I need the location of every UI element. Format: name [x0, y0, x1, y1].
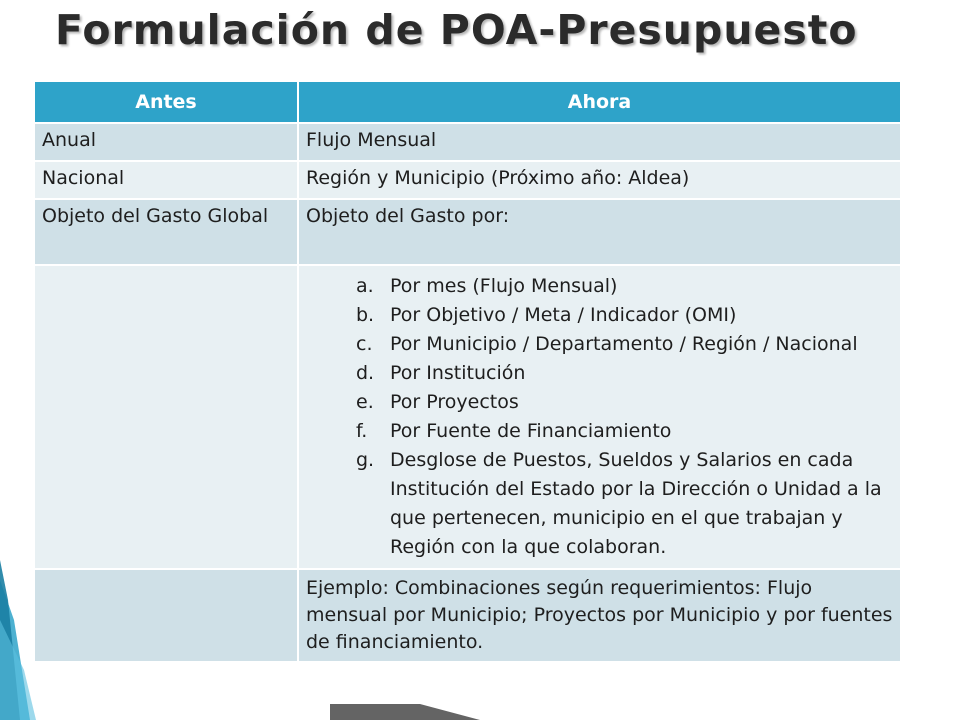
cell-ahora: Flujo Mensual: [298, 123, 901, 161]
list-item: [356, 417, 893, 446]
list-item-text: Por Municipio / Departamento / Región / Nacional: [390, 333, 858, 355]
list-item-text: Por Proyectos: [390, 391, 519, 413]
list-item: [356, 272, 893, 301]
poa-comparison-table: [33, 80, 902, 663]
page-title: Formulación de POA-Presupuesto: [55, 6, 858, 54]
cell-antes: Nacional: [34, 161, 298, 199]
list-item: [356, 388, 893, 417]
cell-ahora: Objeto del Gasto por:: [298, 199, 901, 265]
list-item: [356, 446, 893, 562]
list-marker: b.: [356, 304, 375, 326]
list-item-text: Por mes (Flujo Mensual): [390, 275, 618, 297]
list-item-text: Desglose de Puestos, Sueldos y Salarios en cada Institución del Estado por la Dirección o Unidad a la que pertenecen, municipio en el que trabajan y Región con la que colaboran.: [390, 449, 882, 558]
table-row: [34, 161, 901, 199]
table-row: [34, 123, 901, 161]
objeto-gasto-list: [306, 272, 893, 562]
list-item-text: Por Fuente de Financiamiento: [390, 420, 672, 442]
list-marker: g.: [356, 449, 375, 471]
list-item: [356, 301, 893, 330]
list-item: [356, 330, 893, 359]
table-row: [34, 265, 901, 569]
table-row: [34, 199, 901, 265]
table-row: [34, 569, 901, 662]
cell-ahora: Región y Municipio (Próximo año: Aldea): [298, 161, 901, 199]
list-item: [356, 359, 893, 388]
cell-ahora-list: [298, 265, 901, 569]
cell-ejemplo: Ejemplo: Combinaciones según requerimientos: Flujo mensual por Municipio; Proyectos por Municipio y por fuentes de financiamiento.: [298, 569, 901, 662]
table-header-row: [34, 81, 901, 123]
list-marker: d.: [356, 362, 375, 384]
list-marker: f.: [356, 420, 368, 442]
list-item-text: Por Institución: [390, 362, 526, 384]
decorative-shadow-bottom: [0, 700, 960, 720]
list-item-text: Por Objetivo / Meta / Indicador (OMI): [390, 304, 737, 326]
cell-antes: Anual: [34, 123, 298, 161]
cell-antes-empty: [34, 569, 298, 662]
list-marker: c.: [356, 333, 373, 355]
cell-antes-empty: [34, 265, 298, 569]
list-marker: e.: [356, 391, 374, 413]
list-marker: a.: [356, 275, 374, 297]
header-antes: Antes: [34, 81, 298, 123]
header-ahora: Ahora: [298, 81, 901, 123]
cell-antes: Objeto del Gasto Global: [34, 199, 298, 265]
